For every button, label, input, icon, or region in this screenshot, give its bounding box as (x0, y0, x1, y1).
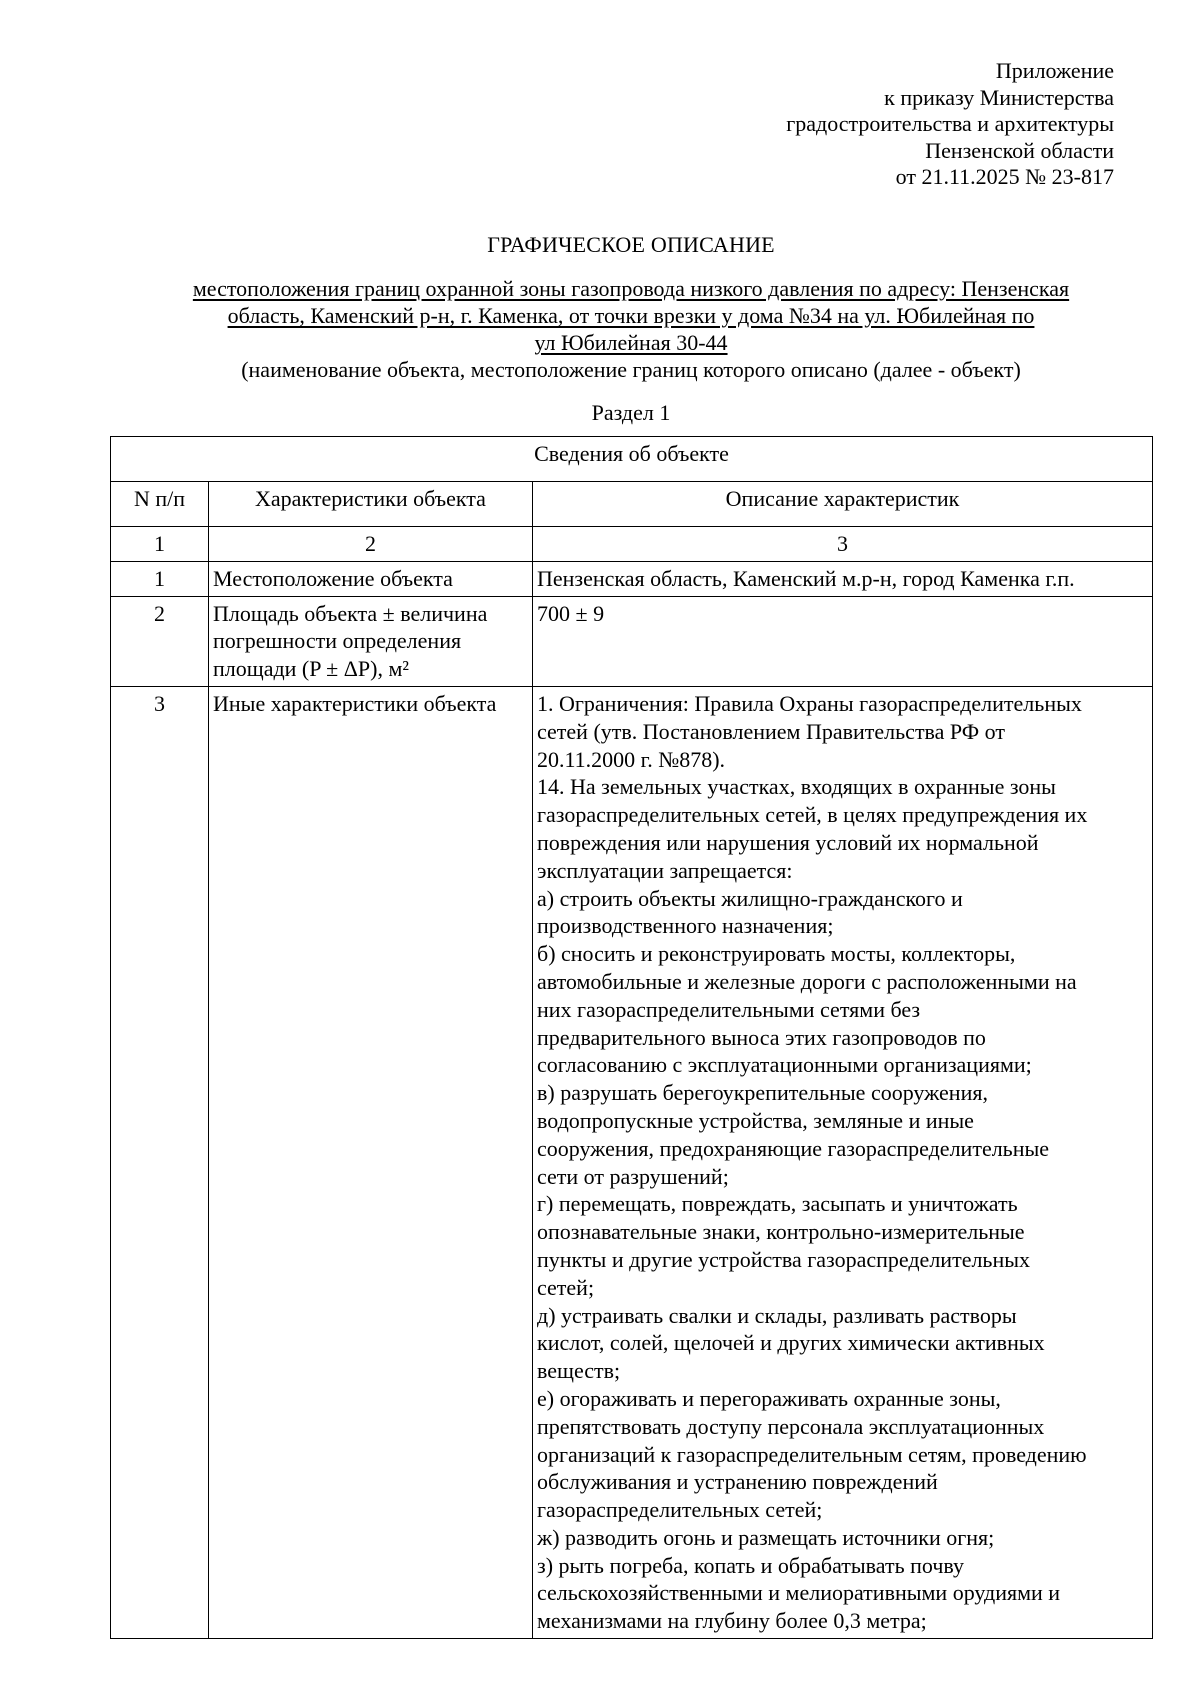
appendix-block (786, 58, 1114, 191)
restriction-line: кислот, солей, щелочей и других химически активных (537, 1330, 1045, 1356)
table-caption: Сведения об объекте (111, 437, 1153, 482)
restriction-line: а) строить объекты жилищно-гражданского и (537, 885, 963, 911)
header-num: N п/п (111, 482, 209, 527)
table-header-row (111, 482, 1153, 527)
restriction-line: з) рыть погреба, копать и обрабатывать почву (537, 1552, 965, 1578)
restriction-line: е) огораживать и перегораживать охранные зоны, (537, 1385, 1001, 1411)
column-number: 3 (533, 527, 1153, 562)
restriction-line: организаций к газораспределительным сетям, проведению (537, 1441, 1087, 1467)
restriction-line: механизмами на глубину более 0,3 метра; (537, 1608, 927, 1634)
row-characteristic: Местоположение объекта (209, 561, 533, 596)
restriction-line: сетей; (537, 1274, 595, 1300)
restriction-line: сетей (утв. Постановлением Правительства РФ от (537, 718, 1005, 744)
row-number: 2 (111, 596, 209, 686)
restriction-line: б) сносить и реконструировать мосты, коллекторы, (537, 941, 1016, 967)
restriction-line: в) разрушать берегоукрепительные сооружения, (537, 1080, 988, 1106)
restriction-line: г) перемещать, повреждать, засыпать и уничтожать (537, 1191, 1018, 1217)
object-subject (120, 275, 1142, 383)
restriction-line: повреждения или нарушения условий их нормальной (537, 829, 1039, 855)
restriction-line: д) устраивать свалки и склады, разливать растворы (537, 1302, 1017, 1328)
table-caption-row (111, 437, 1153, 482)
restriction-line: предварительного выноса этих газопроводов по (537, 1024, 986, 1050)
row-value: 700 ± 9 (533, 596, 1153, 686)
restriction-line: ж) разводить огонь и размещать источники огня; (537, 1524, 995, 1550)
restriction-line: эксплуатации запрещается: (537, 857, 793, 883)
appendix-line: от 21.11.2025 № 23-817 (895, 164, 1114, 189)
row-number: 3 (111, 686, 209, 1638)
restriction-line: газораспределительных сетей, в целях предупреждения их (537, 802, 1088, 828)
row-value: Пензенская область, Каменский м.р-н, город Каменка г.п. (533, 561, 1153, 596)
subject-line: область, Каменский р-н, г. Каменка, от точки врезки у дома №34 на ул. Юбилейная по (227, 303, 1035, 328)
row-characteristic-line: площади (P ± ΔP), м² (213, 656, 409, 682)
restriction-line: водопропускные устройства, земляные и иные (537, 1107, 974, 1133)
section-title: Раздел 1 (591, 400, 671, 425)
restriction-line: 20.11.2000 г. №878). (537, 746, 726, 772)
restriction-line: обслуживания и устранению повреждений (537, 1469, 938, 1495)
subject-line: местоположения границ охранной зоны газопровода низкого давления по адресу: Пензенская (192, 276, 1070, 301)
appendix-line: градостроительства и архитектуры (786, 111, 1114, 136)
restriction-line: производственного назначения; (537, 913, 834, 939)
row-characteristic (209, 596, 533, 686)
table-row (111, 686, 1153, 1638)
restriction-line: автомобильные и железные дороги с расположенными на (537, 968, 1077, 994)
row-number: 1 (111, 561, 209, 596)
restriction-line: пункты и другие устройства газораспределительных (537, 1246, 1031, 1272)
restriction-line: газораспределительных сетей; (537, 1497, 823, 1523)
appendix-line: Приложение (995, 58, 1114, 83)
appendix-line: Пензенской области (925, 137, 1114, 163)
restriction-line: сети от разрушений; (537, 1163, 729, 1189)
row-characteristic-line: Площадь объекта ± величина (213, 600, 488, 626)
header-characteristic: Характеристики объекта (209, 482, 533, 527)
restriction-line: сельскохозяйственными и мелиоративными орудиями и (537, 1580, 1061, 1606)
table-row (111, 561, 1153, 596)
object-info-table (110, 436, 1153, 1639)
restriction-line: веществ; (537, 1358, 621, 1384)
restriction-line: 14. На земельных участках, входящих в охранные зоны (537, 774, 1056, 800)
restriction-line: сооружения, предохраняющие газораспределительные (537, 1135, 1050, 1161)
restriction-line: них газораспределительными сетями без (537, 996, 921, 1022)
restriction-line: согласованию с эксплуатационными организациями; (537, 1052, 1032, 1078)
restriction-line: препятствовать доступу персонала эксплуатационных (537, 1413, 1045, 1439)
table-row (111, 596, 1153, 686)
document-title: ГРАФИЧЕСКОЕ ОПИСАНИЕ (487, 232, 775, 257)
row-value (533, 686, 1153, 1638)
row-characteristic-line: погрешности определения (213, 628, 462, 654)
appendix-line: к приказу Министерства (884, 84, 1114, 110)
restriction-line: 1. Ограничения: Правила Охраны газораспределительных (537, 690, 1082, 716)
subject-note: (наименование объекта, местоположение границ которого описано (далее - объект) (241, 357, 1021, 382)
table-numbering-row (111, 527, 1153, 562)
column-number: 1 (111, 527, 209, 562)
restriction-line: опознавательные знаки, контрольно-измерительные (537, 1219, 1025, 1245)
row-characteristic: Иные характеристики объекта (209, 686, 533, 1638)
column-number: 2 (209, 527, 533, 562)
header-description: Описание характеристик (533, 482, 1153, 527)
subject-line: ул Юбилейная 30-44 (534, 330, 728, 355)
